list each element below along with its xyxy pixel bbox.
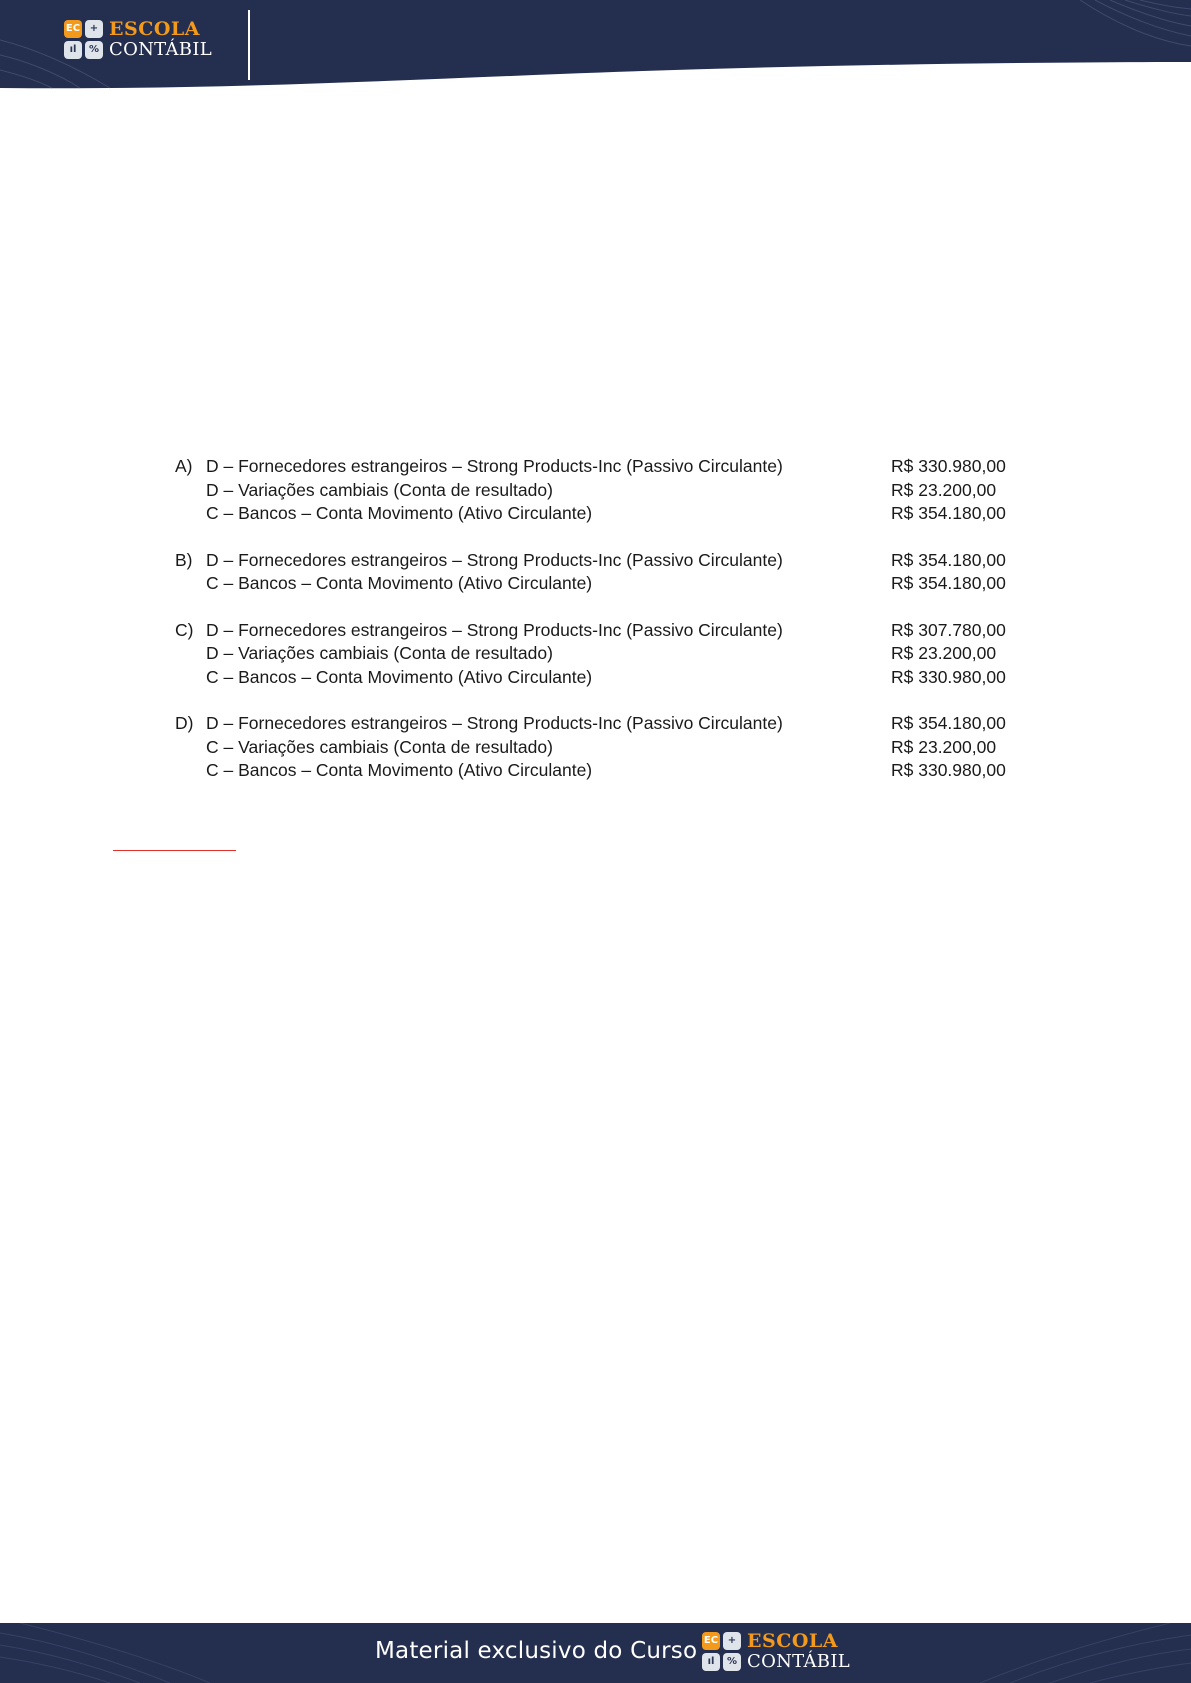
logo-tile-chart: ıl: [702, 1653, 720, 1671]
logo-tile-ec: EC: [64, 20, 82, 38]
entry-account: C – Bancos – Conta Movimento (Ativo Circulante): [206, 503, 593, 523]
entry-account: D – Fornecedores estrangeiros – Strong Products-Inc (Passivo Circulante): [206, 456, 783, 476]
logo-tile-plus: +: [85, 20, 103, 38]
logo-word-escola: ESCOLA: [109, 18, 200, 40]
logo-tile-chart: ıl: [64, 41, 82, 59]
logo-word-contabil: CONTÁBIL: [109, 39, 212, 60]
logo-icon: [64, 20, 103, 59]
logo-tile-plus: +: [723, 1632, 741, 1650]
entry-account: C – Bancos – Conta Movimento (Ativo Circulante): [206, 760, 593, 780]
entry-account: D – Fornecedores estrangeiros – Strong Products-Inc (Passivo Circulante): [206, 713, 783, 733]
option-row: [175, 479, 1015, 503]
entry-account: D – Fornecedores estrangeiros – Strong Products-Inc (Passivo Circulante): [206, 549, 783, 570]
separator-line: [113, 850, 236, 851]
option-d: [175, 712, 1015, 783]
option-row: [175, 666, 1015, 690]
option-a: [175, 455, 1015, 526]
option-row: [175, 736, 1015, 760]
option-letter: A): [175, 456, 193, 476]
option-row: [175, 455, 1015, 479]
footer-caption: Material exclusivo do Curso: [375, 1638, 698, 1664]
page-footer: [0, 1623, 1191, 1683]
entry-amount: R$ 330.980,00: [891, 666, 1006, 687]
logo-icon: [702, 1632, 741, 1671]
header-logo: [64, 20, 212, 59]
option-b: [175, 549, 1015, 596]
option-row: [175, 642, 1015, 666]
option-row: [175, 759, 1015, 783]
entry-account: D – Variações cambiais (Conta de resultado): [206, 643, 553, 663]
entry-account: C – Variações cambiais (Conta de resultado): [206, 736, 553, 757]
footer-logo: [702, 1632, 850, 1671]
logo-wordmark: [747, 1632, 850, 1671]
logo-tile-ec: EC: [702, 1632, 720, 1650]
entry-amount: R$ 354.180,00: [891, 713, 1006, 733]
option-letter: D): [175, 713, 194, 733]
entry-amount: R$ 307.780,00: [891, 619, 1006, 640]
option-row: [175, 572, 1015, 596]
option-row: [175, 619, 1015, 643]
entry-amount: R$ 23.200,00: [891, 643, 997, 663]
entry-amount: R$ 330.980,00: [891, 760, 1006, 780]
page-header: [0, 0, 1191, 92]
option-row: [175, 712, 1015, 736]
entry-amount: R$ 23.200,00: [891, 479, 997, 500]
logo-tile-percent: %: [85, 41, 103, 59]
entry-account: D – Variações cambiais (Conta de resultado): [206, 479, 553, 500]
logo-tile-percent: %: [723, 1653, 741, 1671]
header-divider: [248, 10, 250, 80]
entry-account: C – Bancos – Conta Movimento (Ativo Circulante): [206, 666, 593, 687]
answer-options: [175, 455, 1015, 806]
logo-word-escola: ESCOLA: [747, 1630, 838, 1652]
entry-amount: R$ 354.180,00: [891, 503, 1006, 523]
option-row: [175, 549, 1015, 573]
option-row: [175, 502, 1015, 526]
option-c: [175, 619, 1015, 690]
logo-wordmark: [109, 20, 212, 59]
logo-word-contabil: CONTÁBIL: [747, 1651, 850, 1672]
option-letter: B): [175, 549, 193, 570]
entry-account: C – Bancos – Conta Movimento (Ativo Circulante): [206, 573, 593, 593]
entry-amount: R$ 354.180,00: [891, 573, 1006, 593]
entry-amount: R$ 23.200,00: [891, 736, 997, 757]
entry-account: D – Fornecedores estrangeiros – Strong Products-Inc (Passivo Circulante): [206, 619, 783, 640]
option-letter: C): [175, 619, 194, 640]
entry-amount: R$ 354.180,00: [891, 549, 1006, 570]
entry-amount: R$ 330.980,00: [891, 456, 1006, 476]
